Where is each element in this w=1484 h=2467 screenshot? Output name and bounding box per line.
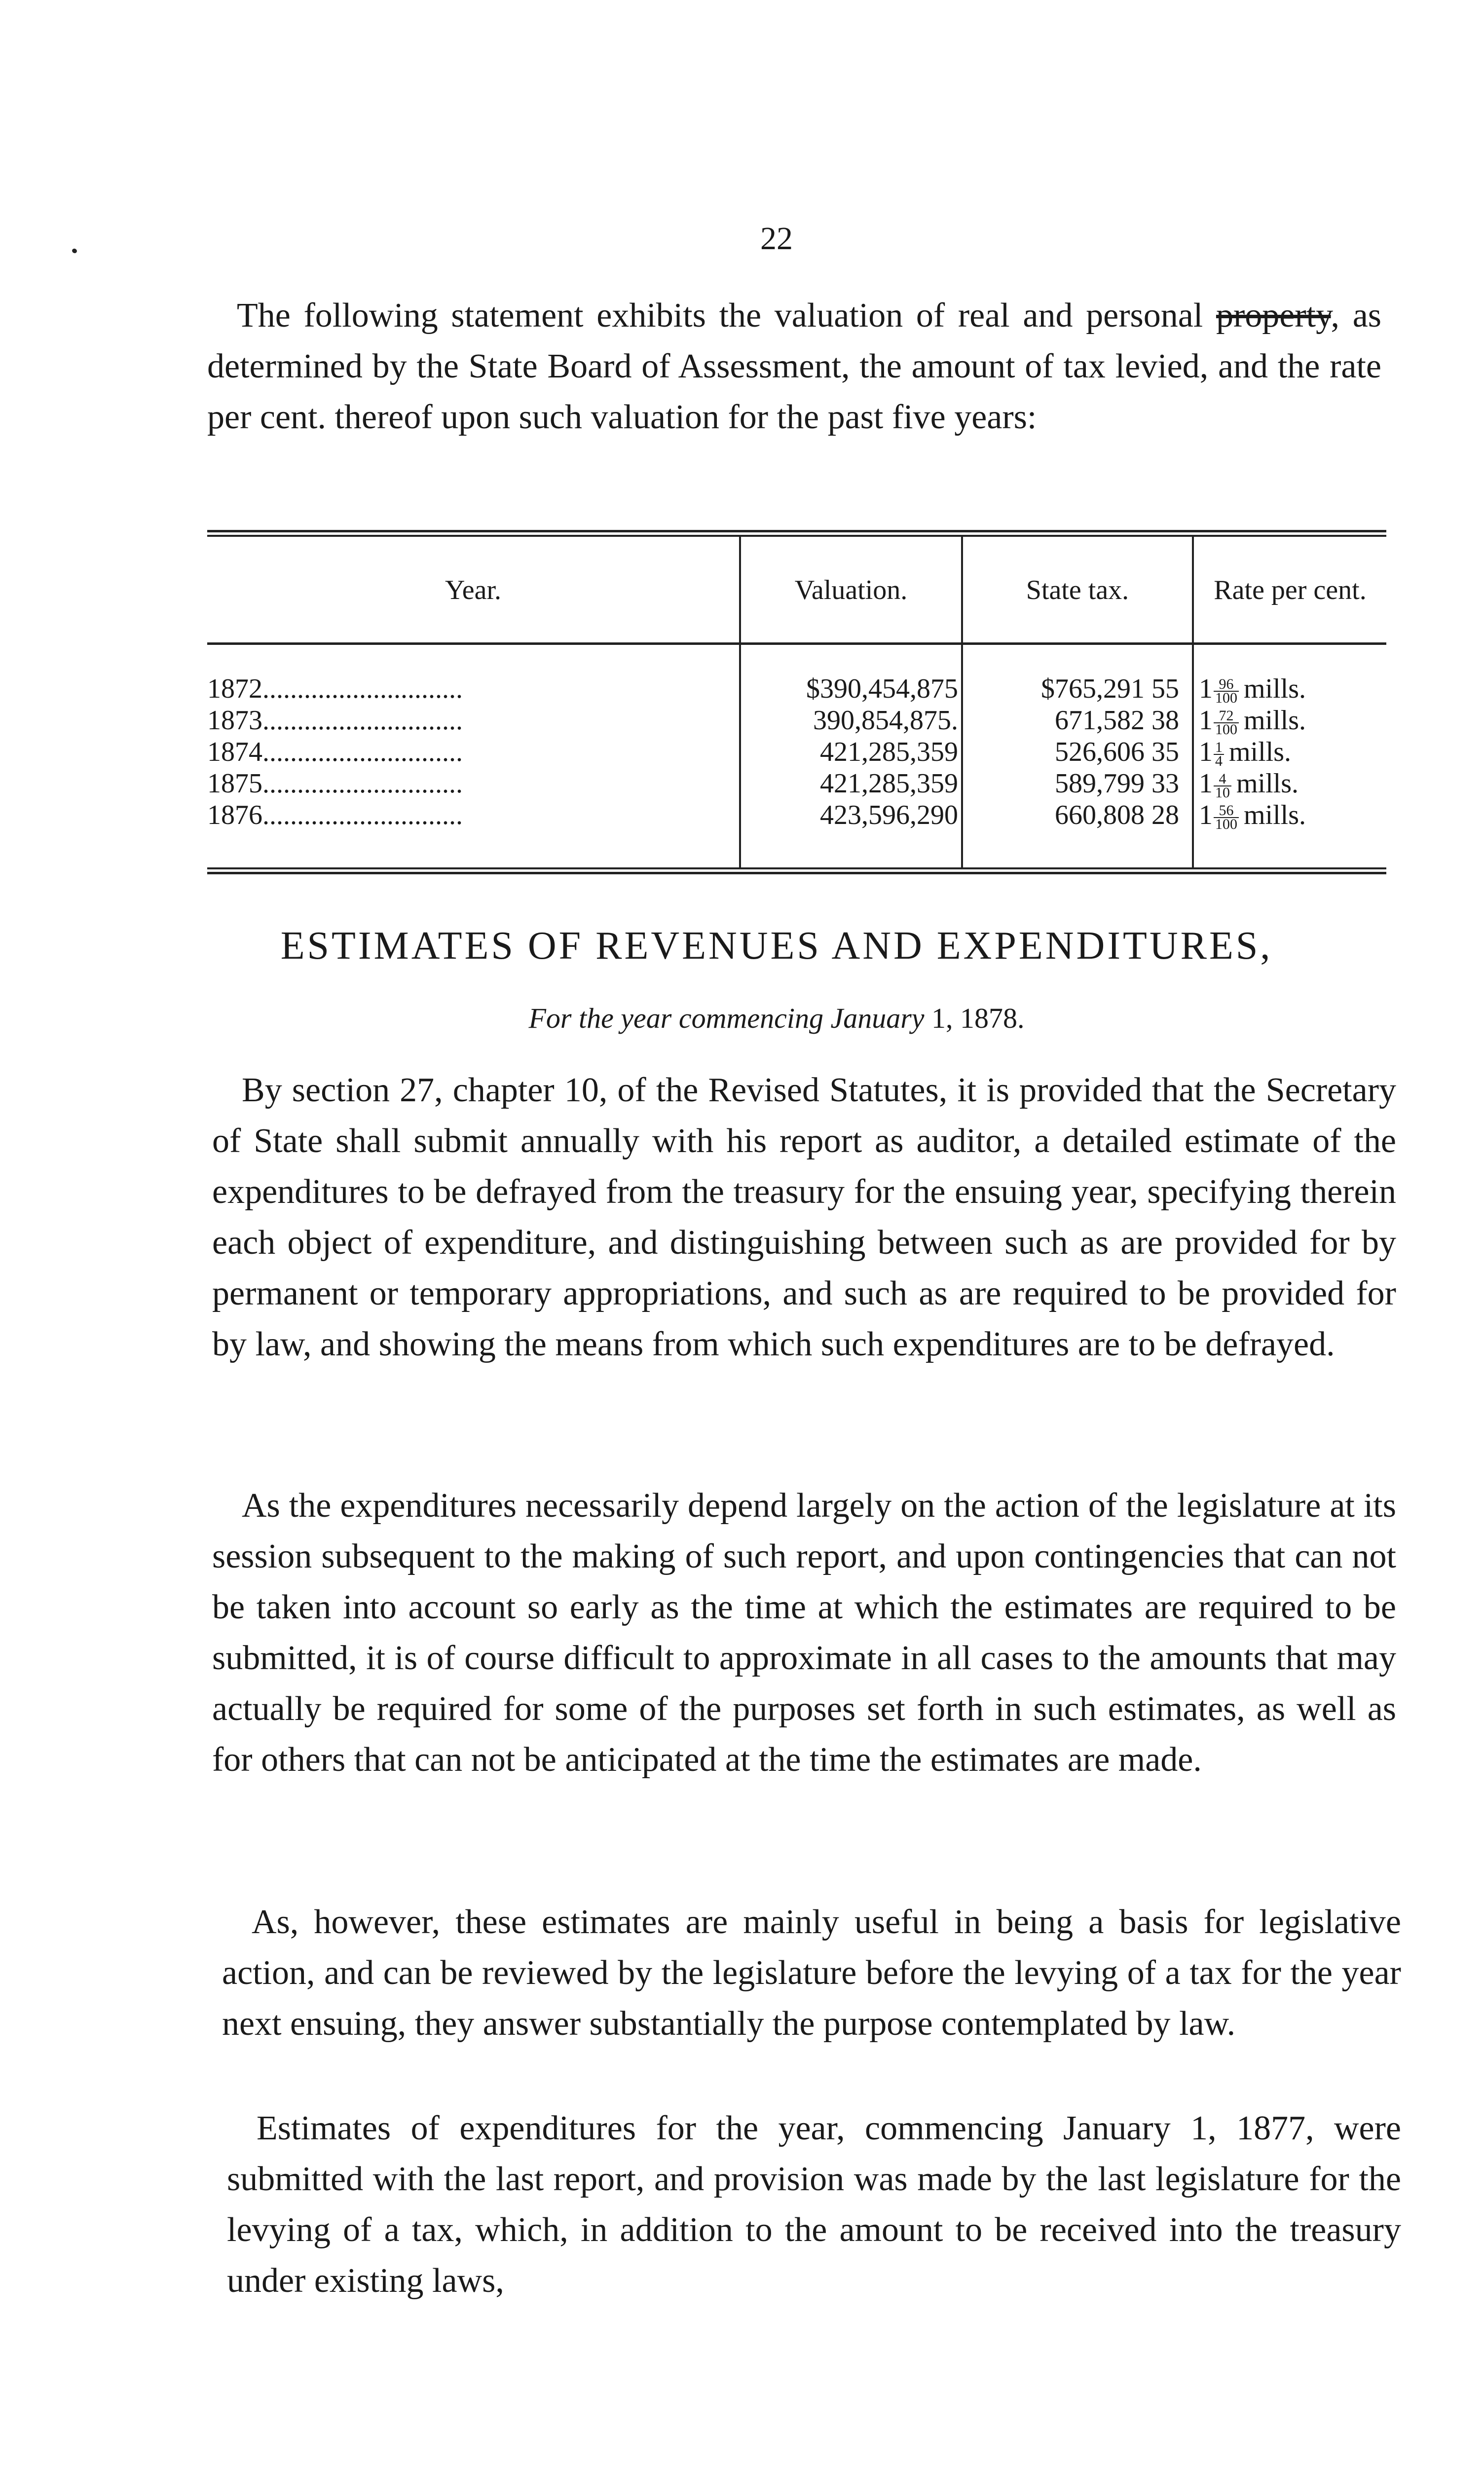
- rate-fraction: [1214, 741, 1224, 768]
- rate-fraction: [1214, 804, 1239, 831]
- row-state-tax: 526,606 35: [1055, 737, 1179, 767]
- subtitle-date: 1, 1878.: [924, 1002, 1025, 1034]
- row-valuation: $390,454,875: [806, 673, 958, 704]
- row-rate: [1199, 799, 1386, 831]
- rate-unit: mills.: [1244, 800, 1306, 830]
- rate-whole: 1: [1199, 673, 1213, 704]
- fraction-denominator: 100: [1215, 816, 1237, 833]
- row-valuation: 421,285,359: [820, 737, 958, 767]
- body-paragraph: As the expenditures necessarily depend largely on the action of the legislature at its session subsequent to the making of such report, and upon contingencies that can not be taken into account so early as the time at which the estimates are required to be submitted, it is of course difficult to approximate in all cases to the amounts that may actually be required for some of the purposes set forth in such estimates, as well as for others that can not be anticipated at the time the estimates are made.: [212, 1487, 1396, 1779]
- fraction-denominator: 4: [1215, 753, 1223, 770]
- row-year: [207, 799, 740, 831]
- row-year: [207, 768, 740, 799]
- row-valuation: 421,285,359: [820, 768, 958, 799]
- fraction-denominator: 100: [1215, 721, 1237, 738]
- rate-whole: 1: [1199, 705, 1213, 736]
- rate-whole: 1: [1199, 768, 1213, 799]
- valuation-table: [207, 530, 1386, 885]
- header-year: Year.: [445, 575, 502, 605]
- header-state-tax: State tax.: [1026, 575, 1129, 605]
- subtitle-italic: For the year commencing January: [528, 1002, 925, 1034]
- year-label: 1873: [207, 705, 262, 736]
- rate-fraction: [1214, 773, 1231, 799]
- dot-leader: .............................: [262, 800, 463, 830]
- body-paragraph: Estimates of expenditures for the year, commencing January 1, 1877, were submitted with the last report, and provision was made by the last legislature for the levying of a tax, which, in addition to the amount to be received into the treasury under existing laws,: [227, 2109, 1401, 2300]
- page-number: 22: [760, 221, 793, 257]
- rate-whole: 1: [1199, 800, 1213, 830]
- row-rate: [1199, 736, 1386, 768]
- rate-unit: mills.: [1236, 768, 1299, 799]
- dot-leader: .............................: [262, 673, 463, 704]
- dot-leader: .............................: [262, 768, 463, 799]
- body-paragraph: As, however, these estimates are mainly useful in being a basis for legislative action, and can be reviewed by the legislature before the levying of a tax for the year next ensuing, they answer substantially the purpose contemplated by law.: [222, 1903, 1401, 2043]
- fraction-numerator: 72: [1214, 710, 1239, 723]
- row-state-tax: 671,582 38: [1055, 705, 1179, 736]
- rate-unit: mills.: [1229, 737, 1292, 767]
- struck-word: property: [1216, 297, 1331, 335]
- intro-text-start: The following statement exhibits the valuation of real and personal: [237, 297, 1216, 335]
- row-valuation: 390,854,875.: [813, 705, 958, 736]
- row-year: [207, 705, 740, 736]
- row-state-tax: 660,808 28: [1055, 800, 1179, 830]
- section-title: ESTIMATES OF REVENUES AND EXPENDITURES,: [280, 924, 1273, 968]
- fraction-numerator: 56: [1214, 804, 1239, 818]
- intro-paragraph: [207, 290, 1381, 443]
- row-rate: [1199, 673, 1386, 705]
- fraction-denominator: 100: [1215, 690, 1237, 707]
- rate-fraction: [1214, 678, 1239, 705]
- rate-whole: 1: [1199, 737, 1213, 767]
- body-paragraph: By section 27, chapter 10, of the Revised Statutes, it is provided that the Secretary of State shall submit annually with his report as auditor, a detailed estimate of the expenditures to be defrayed from the treasury for the ensuing year, specifying therein each object of expenditure, and distinguishing between such as are provided for by permanent or temporary appropriations, and such as are required to be provided for by law, and showing the means from which such expenditures are to be defrayed.: [212, 1071, 1396, 1363]
- fraction-numerator: 4: [1214, 773, 1231, 786]
- year-label: 1875: [207, 768, 262, 799]
- row-rate: [1199, 705, 1386, 736]
- row-valuation: 423,596,290: [820, 800, 958, 830]
- fraction-denominator: 10: [1215, 785, 1230, 801]
- row-year: [207, 736, 740, 768]
- dot-leader: .............................: [262, 737, 463, 767]
- table-bottom-rule: [207, 867, 1386, 874]
- fraction-numerator: 96: [1214, 678, 1239, 692]
- table-top-rule: [207, 530, 1386, 537]
- header-valuation: Valuation.: [794, 575, 908, 605]
- dot-leader: .............................: [262, 705, 463, 736]
- row-state-tax: 589,799 33: [1055, 768, 1179, 799]
- year-label: 1876: [207, 800, 262, 830]
- rate-unit: mills.: [1244, 673, 1306, 704]
- intro-text-end: , as determined by the State Board of Assessment, the amount of tax levied, and the rate per cent. thereof upon such valuation for the past five years:: [207, 297, 1381, 436]
- rate-fraction: [1214, 710, 1239, 736]
- row-state-tax: $765,291 55: [1041, 673, 1179, 704]
- rate-unit: mills.: [1244, 705, 1306, 736]
- header-rate: Rate per cent.: [1214, 575, 1367, 605]
- fraction-numerator: 1: [1214, 741, 1224, 755]
- year-label: 1872: [207, 673, 262, 704]
- table-header-rule: [207, 642, 1386, 645]
- section-subtitle: [35, 1002, 1484, 1035]
- row-rate: [1199, 768, 1386, 799]
- row-year: [207, 673, 740, 705]
- year-label: 1874: [207, 737, 262, 767]
